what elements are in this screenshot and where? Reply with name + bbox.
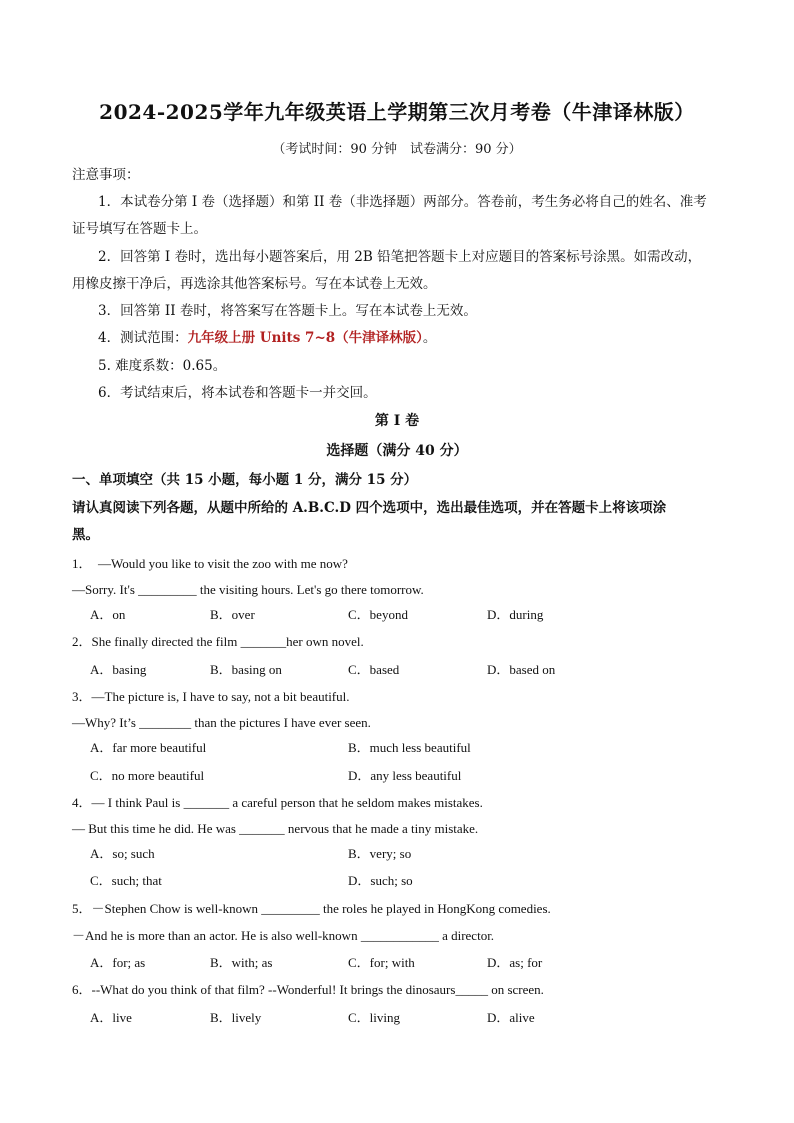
note-4-prefix: 4．测试范围： [98, 330, 188, 346]
q4-option-a: A．so; such [90, 846, 155, 861]
note-2-line-2: 用橡皮擦干净后，再选涂其他答案标号。写在本试卷上无效。 [72, 276, 437, 292]
page-title: 2024-2025学年九年级英语上学期第三次月考卷（牛津译林版） [99, 100, 695, 124]
note-1-line-2: 证号填写在答题卡上。 [72, 221, 207, 237]
q4-stem-1: 4．— I think Paul is _______ a careful person that he seldom makes mistakes. [72, 795, 483, 810]
q2-option-a: A．basing [90, 662, 147, 677]
note-4-suffix: 。 [422, 330, 437, 346]
q3-option-d: D．any less beautiful [348, 768, 462, 783]
q4-option-d: D．such; so [348, 873, 413, 888]
q6-option-c: C．living [348, 1010, 401, 1025]
q6-stem-1: 6．--What do you think of that film? --Wonderful! It brings the dinosaurs_____ on screen. [72, 982, 544, 997]
q5-stem-2: －And he is more than an actor. He is also well-known ____________ a director. [72, 928, 495, 943]
q1-option-c: C．beyond [348, 607, 408, 622]
note-1-line-1: 1．本试卷分第 I 卷（选择题）和第 II 卷（非选择题）两部分。答卷前，考生务必将自己的姓名、准考 [98, 194, 707, 210]
q6-option-a: A．live [90, 1010, 132, 1025]
note-3: 3．回答第 II 卷时，将答案写在答题卡上。写在本试卷上无效。 [98, 303, 477, 319]
q4-stem-2: — But this time he did. He was _______ nervous that he made a tiny mistake. [72, 821, 479, 836]
instruction-line-1: 请认真阅读下列各题，从题中所给的 A.B.C.D 四个选项中，选出最佳选项，并在答题卡上将该项涂 [72, 500, 667, 516]
volume-heading: 第 I 卷 [374, 413, 420, 429]
q6-option-d: D．alive [487, 1010, 535, 1025]
q1-option-d: D．during [487, 607, 544, 622]
q6-option-b: B．lively [210, 1010, 262, 1025]
note-4 [98, 329, 436, 347]
q1-option-a: A．on [90, 607, 126, 622]
q5-option-d: D．as; for [487, 955, 543, 970]
q5-option-b: B．with; as [210, 955, 273, 970]
q2-option-c: C．based [348, 662, 400, 677]
q4-option-b: B．very; so [348, 846, 412, 861]
q3-option-c: C．no more beautiful [90, 768, 205, 783]
note-5: 5. 难度系数：0.65。 [98, 358, 227, 374]
q2-option-b: B．basing on [210, 662, 282, 677]
test-range: 九年级上册 Units 7~8（牛津译林版） [187, 330, 423, 346]
notes-heading: 注意事项： [72, 167, 140, 183]
q4-option-c: C．such; that [90, 873, 162, 888]
q2-option-d: D．based on [487, 662, 556, 677]
instruction-line-2: 黑。 [72, 527, 99, 543]
volume-subheading: 选择题（满分 40 分） [326, 443, 468, 459]
q1-stem-2: —Sorry. It's _________ the visiting hours. Let's go there tomorrow. [72, 582, 424, 597]
q5-option-a: A．for; as [90, 955, 146, 970]
q2-stem-1: 2．She finally directed the film _______her own novel. [72, 634, 364, 649]
q3-stem-2: —Why? It’s ________ than the pictures I have ever seen. [72, 715, 371, 730]
note-6: 6．考试结束后，将本试卷和答题卡一并交回。 [98, 385, 377, 401]
q3-option-a: A．far more beautiful [90, 740, 207, 755]
q5-stem-1: 5．－Stephen Chow is well-known _________ the roles he played in HongKong comedies. [72, 901, 551, 916]
q1-stem-1: 1． —Would you like to visit the zoo with me now? [72, 556, 348, 571]
q3-stem-1: 3．—The picture is, I have to say, not a bit beautiful. [72, 689, 350, 704]
q5-option-c: C．for; with [348, 955, 415, 970]
q1-option-b: B．over [210, 607, 255, 622]
note-2-line-1: 2．回答第 I 卷时，选出每小题答案后，用 2B 铅笔把答题卡上对应题目的答案标号涂黑。如需改动， [98, 249, 702, 265]
exam-info: （考试时间：90 分钟 试卷满分：90 分） [272, 142, 522, 157]
q3-option-b: B．much less beautiful [348, 740, 471, 755]
part-1-heading: 一、单项填空（共 15 小题，每小题 1 分，满分 15 分） [72, 472, 418, 488]
